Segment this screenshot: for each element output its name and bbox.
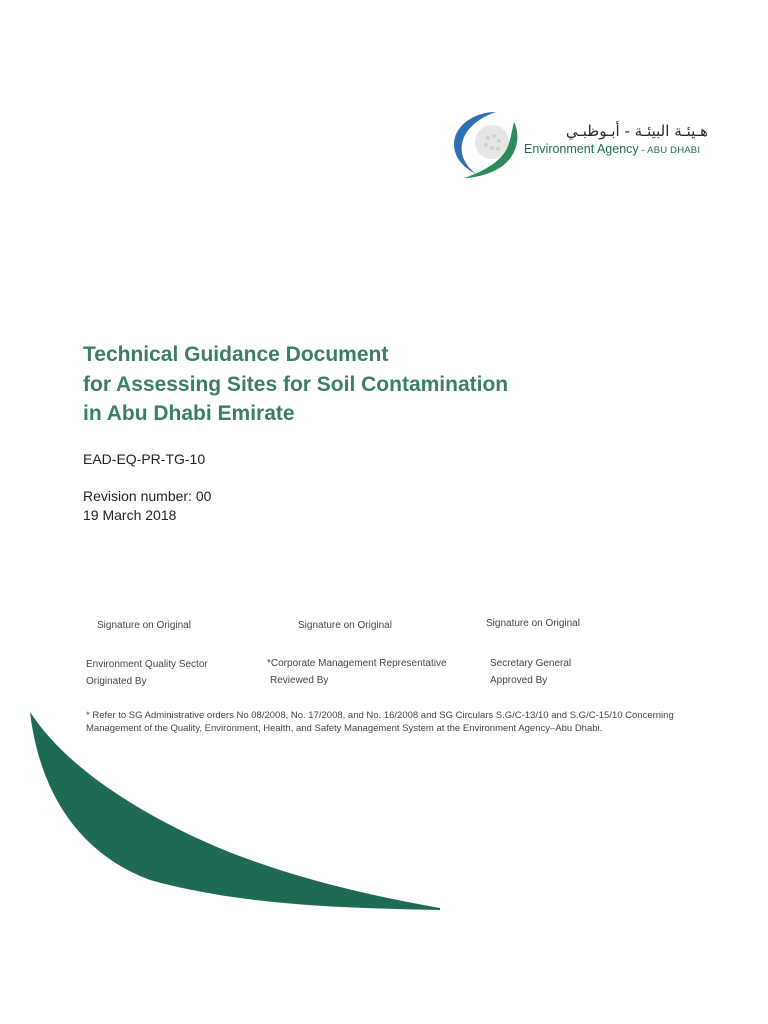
- signatory-entity: Secretary General: [490, 658, 572, 669]
- document-title: [83, 340, 703, 429]
- logo-english-text: [524, 142, 700, 156]
- signatory-originated: [86, 656, 208, 690]
- signatory-role: Reviewed By: [270, 675, 329, 686]
- title-line-2: for Assessing Sites for Soil Contamination: [83, 372, 509, 396]
- signature-approved: Signature on Original: [486, 618, 580, 629]
- logo-english-sub: - ABU DHABI: [638, 145, 701, 156]
- signatory-approved: [490, 655, 571, 689]
- signature-reviewed: Signature on Original: [298, 620, 392, 631]
- revision-number: Revision number: 00: [83, 488, 212, 504]
- revision-block: [83, 487, 211, 525]
- logo-arabic-text: هـيئـة البيئـة - أبـوظبـي: [565, 122, 708, 140]
- title-line-3: in Abu Dhabi Emirate: [83, 402, 295, 425]
- signature-originated: Signature on Original: [97, 620, 191, 631]
- signatory-entity: *Corporate Management Representative: [267, 658, 447, 669]
- signatory-role: Originated By: [86, 676, 147, 687]
- document-number: EAD-EQ-PR-TG-10: [83, 451, 206, 467]
- agency-logo: [452, 108, 722, 180]
- footnote: * Refer to SG Administrative orders No 08/2008, No. 17/2008, and No. 16/2008 and SG Circulars S.G/C-13/10 and S.G/C-15/10 Concerning Management of the Quality, Environment, Health, and Safety Management System at the Environment Agency–Abu Dhabi.: [86, 710, 674, 734]
- revision-date: 19 March 2018: [83, 507, 177, 523]
- title-line-1: Technical Guidance Document: [83, 343, 389, 366]
- signatory-entity: Environment Quality Sector: [86, 659, 208, 670]
- logo-english-main: Environment Agency: [524, 142, 639, 156]
- decorative-swoosh: [0, 700, 450, 920]
- signatory-role: Approved By: [490, 675, 548, 686]
- globe-logo-icon: [452, 108, 524, 180]
- signatory-reviewed: [267, 655, 447, 689]
